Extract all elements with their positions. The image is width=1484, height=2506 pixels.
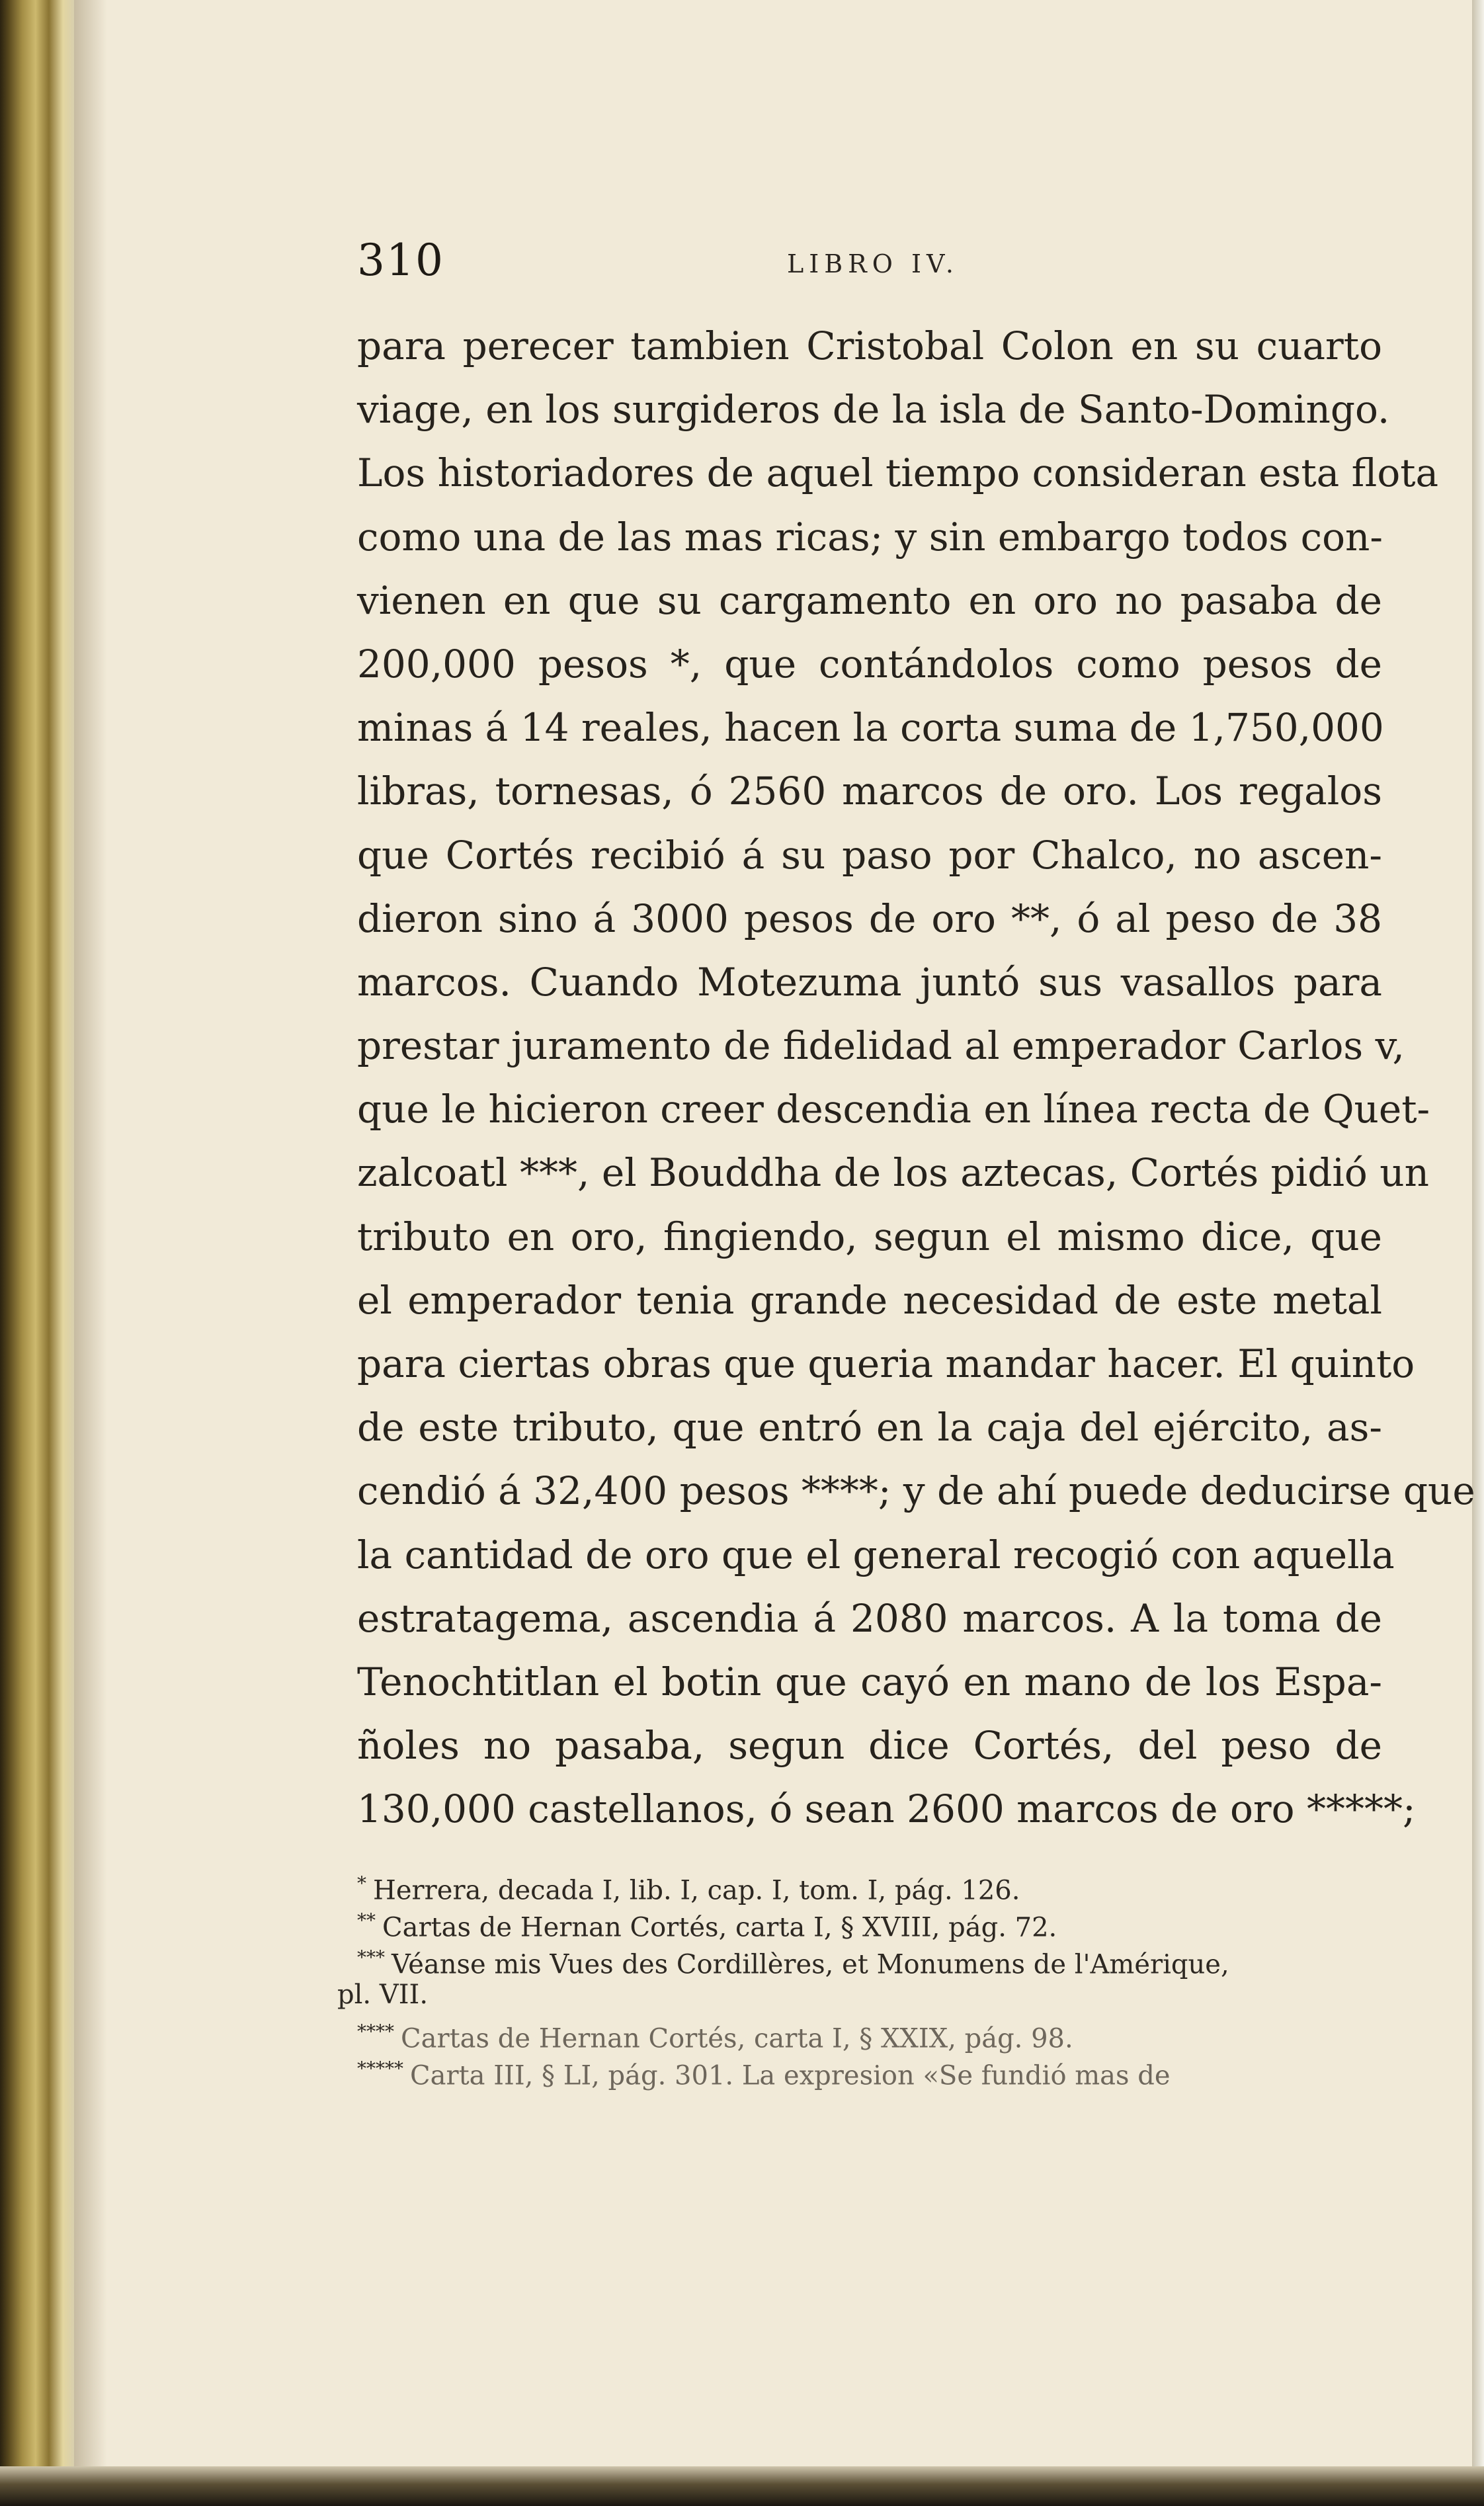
- text-line: zalcoatl ***, el Bouddha de los aztecas, Cortés pidió un: [357, 1150, 1429, 1196]
- text-line: 130,000 castellanos, ó sean 2600 marcos de oro *****;: [357, 1786, 1416, 1832]
- footnote-mark: ****: [357, 2021, 394, 2042]
- footnote: [357, 2013, 1382, 2054]
- text-line: minas á 14 reales, hacen la corta suma de 1,750,000: [357, 705, 1384, 751]
- footnote-mark: ***: [357, 1946, 385, 1968]
- footnote-text: Véanse mis Vues des Cordillères, et Monumens de l'Amérique,: [392, 1949, 1229, 1980]
- footnote-text: Carta III, § LI, pág. 301. La expresion «Se fundió mas de: [410, 2060, 1171, 2091]
- text-line: para perecer tambien Cristobal Colon en su cuarto: [357, 323, 1382, 368]
- footnote: [357, 1939, 1382, 1980]
- page-header: [357, 235, 1382, 294]
- footnote-text: Cartas de Hernan Cortés, carta I, § XXIX, pág. 98.: [401, 2023, 1073, 2054]
- footnotes: [337, 1865, 1382, 2091]
- body-text: [357, 314, 1475, 1841]
- text-line: para ciertas obras que queria mandar hacer. El quinto: [357, 1341, 1415, 1386]
- text-line: que Cortés recibió á su paso por Chalco, no ascen-: [357, 832, 1382, 878]
- text-line: estratagema, ascendia á 2080 marcos. A la toma de: [357, 1595, 1382, 1641]
- text-line: vienen en que su cargamento en oro no pasaba de: [357, 577, 1382, 623]
- text-line: marcos. Cuando Motezuma juntó sus vasallos para: [357, 959, 1382, 1005]
- text-line: la cantidad de oro que el general recogió con aquella: [357, 1532, 1395, 1577]
- footnote-text: Cartas de Hernan Cortés, carta I, § XVIII, pág. 72.: [382, 1912, 1057, 1943]
- text-line: 200,000 pesos *, que contándolos como pesos de: [357, 641, 1382, 687]
- text-line: como una de las mas ricas; y sin embargo todos con-: [357, 514, 1383, 560]
- footnote: [357, 2050, 1382, 2091]
- text-line: viage, en los surgideros de la isla de Santo-Domingo.: [357, 387, 1390, 433]
- footnote-mark: **: [357, 1909, 376, 1931]
- text-line: de este tributo, que entró en la caja del ejército, as-: [357, 1405, 1382, 1450]
- text-line: libras, tornesas, ó 2560 marcos de oro. Los regalos: [357, 769, 1382, 814]
- text-line: que le hicieron creer descendia en línea recta de Quet-: [357, 1087, 1430, 1132]
- text-line: Tenochtitlan el botin que cayó en mano de los Espa-: [357, 1659, 1382, 1704]
- page-number: 310: [357, 235, 444, 286]
- footnote: [357, 1902, 1382, 1943]
- text-line: dieron sino á 3000 pesos de oro **, ó al peso de 38: [357, 896, 1382, 941]
- footnote-mark: *: [357, 1872, 366, 1894]
- text-line: cendió á 32,400 pesos ****; y de ahí puede deducirse que: [357, 1468, 1475, 1514]
- text-line: el emperador tenia grande necesidad de este metal: [357, 1277, 1382, 1323]
- text-line: tributo en oro, fingiendo, segun el mismo dice, que: [357, 1214, 1382, 1259]
- running-head: LIBRO IV.: [787, 249, 959, 278]
- text-line: ñoles no pasaba, segun dice Cortés, del peso de: [357, 1723, 1382, 1769]
- footnote: [357, 1865, 1382, 1906]
- text-line: prestar juramento de fidelidad al emperador Carlos v,: [357, 1023, 1405, 1069]
- footnote-text: Herrera, decada I, lib. I, cap. I, tom. I, pág. 126.: [373, 1875, 1020, 1906]
- text-line: Los historiadores de aquel tiempo consideran esta flota: [357, 450, 1439, 496]
- footnote-continuation: pl. VII.: [337, 1980, 429, 2010]
- footnote-mark: *****: [357, 2058, 403, 2079]
